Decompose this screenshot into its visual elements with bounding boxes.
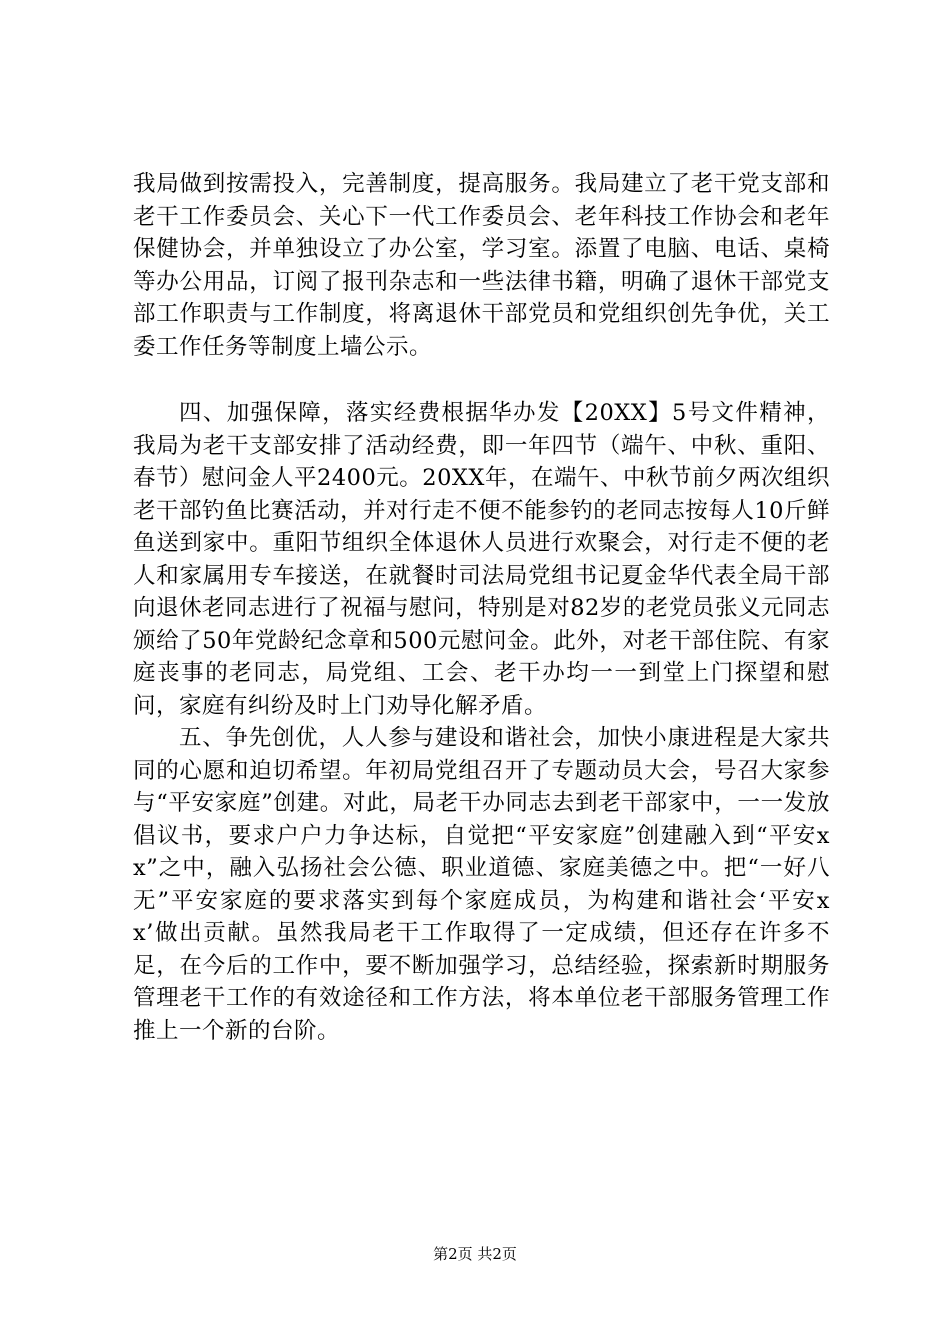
page-footer: 第2页 共2页 [433, 1245, 517, 1263]
paragraph-facilities: 我局做到按需投入，完善制度，提高服务。我局建立了老干党支部和老干工作委员会、关心下一代工作委员会、老年科技工作协会和老年保健协会，并单独设立了办公室，学习室。添置了电脑、电话、桌椅等办公用品，订阅了报刊杂志和一些法律书籍，明确了退休干部党支部工作职责与工作制度，将离退休干部党员和党组织创先争优，关工委工作任务等制度上墙公示。 [133, 171, 830, 360]
paragraph-section-five: 五、争先创优，人人参与建设和谐社会，加快小康进程是大家共同的心愿和迫切希望。年初局党组召开了专题动员大会，号召大家参与“平安家庭”创建。对此，局老干办同志去到老干部家中，一一发放倡议书，要求户户力争达标，自觉把“平安家庭”创建融入到“平安xx”之中，融入弘扬社会公德、职业道德、家庭美德之中。把“一好八无”平安家庭的要求落实到每个家庭成员，为构建和谐社会‘平安xx’做出贡献。虽然我局老干工作取得了一定成绩，但还存在许多不足，在今后的工作中，要不断加强学习，总结经验，探索新时期服务管理老干工作的有效途径和工作方法，将本单位老干部服务管理工作推上一个新的台阶。 [133, 725, 830, 1044]
document-body [133, 168, 830, 1047]
paragraph-gap [133, 363, 830, 397]
paragraph-section-four: 四、加强保障，落实经费根据华办发【20XX】5号文件精神，我局为老干支部安排了活动经费，即一年四节（端午、中秋、重阳、春节）慰问金人平2400元。20XX年，在端午、中秋节前夕两次组织老干部钓鱼比赛活动，并对行走不便不能参钓的老同志按每人10斤鲜鱼送到家中。重阳节组织全体退休人员进行欢聚会，对行走不便的老人和家属用专车接送，在就餐时司法局党组书记夏金华代表全局干部向退休老同志进行了祝福与慰问，特别是对82岁的老党员张义元同志颁给了50年党龄纪念章和500元慰问金。此外，对老干部住院、有家庭丧事的老同志，局党组、工会、老干办均一一到堂上门探望和慰问，家庭有纠纷及时上门劝导化解矛盾。 [133, 400, 830, 719]
